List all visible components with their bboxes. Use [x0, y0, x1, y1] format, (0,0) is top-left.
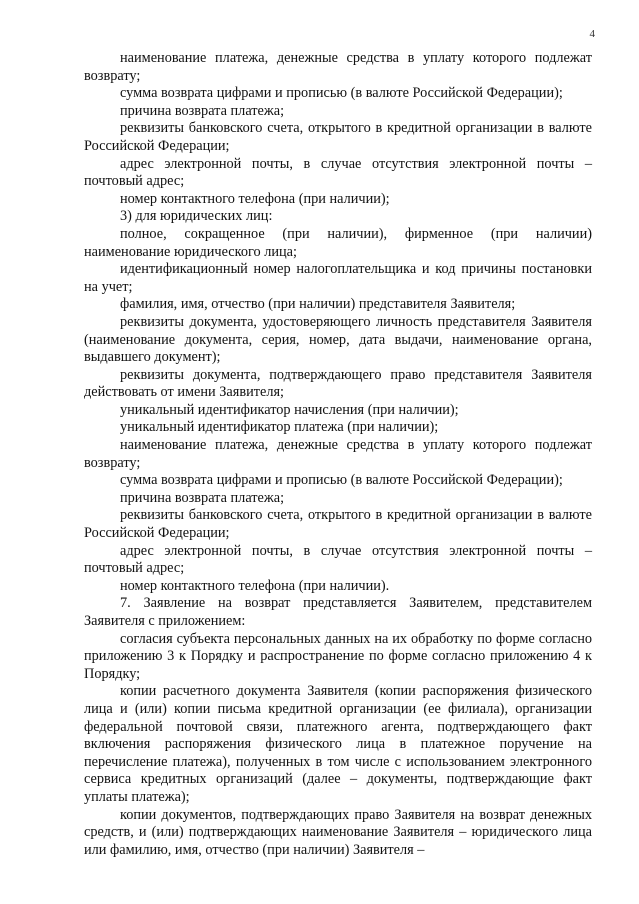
paragraph: реквизиты документа, подтверждающего право представителя Заявителя действовать от имени Заявителя;	[84, 366, 592, 401]
paragraph: наименование платежа, денежные средства в уплату которого подлежат возврату;	[84, 50, 592, 84]
document-body	[84, 50, 592, 859]
paragraph: сумма возврата цифрами и прописью (в валюте Российской Федерации);	[120, 472, 563, 489]
paragraph: номер контактного телефона (при наличии).	[120, 577, 390, 594]
paragraph: реквизиты банковского счета, открытого в кредитной организации в валюте Российской Федерации;	[84, 507, 592, 542]
paragraph: номер контактного телефона (при наличии);	[120, 190, 390, 207]
paragraph: согласия субъекта персональных данных на их обработку по форме согласно приложению 3 к Порядку и распространение по форме согласно приложению 4 к Порядку;	[84, 630, 592, 682]
paragraph: полное, сокращенное (при наличии), фирменное (при наличии) наименование юридического лица;	[84, 225, 592, 260]
paragraph: реквизиты документа, удостоверяющего личность представителя Заявителя (наименование документа, серия, номер, дата выдачи, наименование органа, выдавшего документ);	[84, 313, 592, 366]
paragraph: наименование платежа, денежные средства в уплату которого подлежат возврату;	[84, 437, 592, 471]
paragraph: уникальный идентификатор начисления (при наличии);	[120, 401, 459, 418]
paragraph: фамилия, имя, отчество (при наличии) представителя Заявителя;	[120, 296, 516, 313]
paragraph: 3) для юридических лиц:	[120, 208, 273, 225]
page-number: 4	[589, 28, 595, 40]
paragraph: адрес электронной почты, в случае отсутствия электронной почты – почтовый адрес;	[84, 155, 592, 190]
paragraph: причина возврата платежа;	[120, 102, 285, 119]
paragraph: реквизиты банковского счета, открытого в кредитной организации в валюте Российской Федерации;	[84, 120, 592, 154]
paragraph: сумма возврата цифрами и прописью (в валюте Российской Федерации);	[120, 85, 563, 102]
paragraph: адрес электронной почты, в случае отсутствия электронной почты – почтовый адрес;	[84, 542, 592, 577]
paragraph: причина возврата платежа;	[120, 489, 285, 506]
paragraph: копии документов, подтверждающих право Заявителя на возврат денежных средств, и (или) подтверждающих наименование Заявителя – юридического лица или фамилию, имя, отчество (при наличии) Заявителя –	[84, 806, 592, 858]
paragraph: копии расчетного документа Заявителя (копии распоряжения физического лица и (или) копии письма кредитной организации (ее филиала), организации федеральной почтовой связи, платежного агента, подтверждающего факт включения распоряжения физического лица в платежное поручение на перечисление платежа), полученных в том числе с использованием электронного сервиса кредитных организаций (далее – документы, подтверждающие факт уплаты платежа);	[84, 683, 592, 805]
paragraph: 7. Заявление на возврат представляется Заявителем, представителем Заявителя с приложением:	[84, 595, 592, 629]
paragraph: идентификационный номер налогоплательщика и код причины постановки на учет;	[84, 261, 592, 295]
paragraph: уникальный идентификатор платежа (при наличии);	[120, 419, 439, 436]
